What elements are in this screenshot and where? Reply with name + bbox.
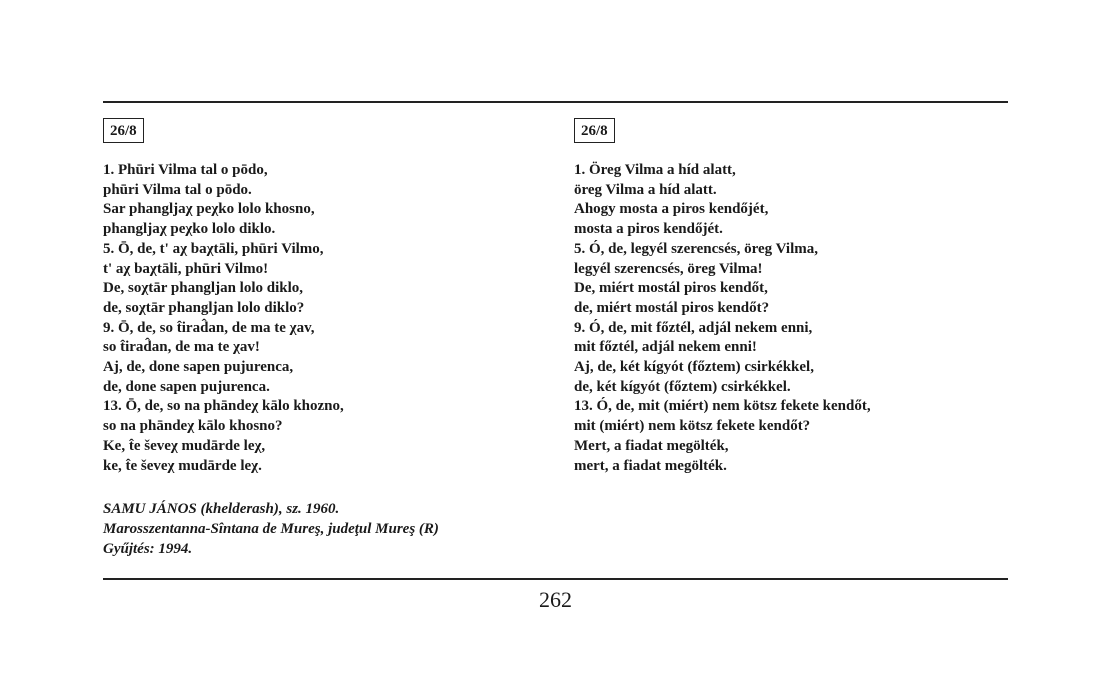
lyric-line: De, miért mostál piros kendőt, [574, 280, 768, 297]
lyric-line: phangljaχ peχko lolo diklo. [103, 221, 276, 238]
top-rule [103, 101, 1008, 103]
recording-location: Marosszentanna-Sîntana de Mureş, judeţul Mureş (R) [103, 521, 439, 538]
lyric-line: Aj, de, két kígyót (főztem) csirkékkel, [574, 359, 814, 376]
lyric-line: so t̂irad̂an, de ma te χav! [103, 339, 260, 356]
lyric-line: de, soχtār phangljan lolo diklo? [103, 299, 305, 316]
collection-year: Gyűjtés: 1994. [103, 541, 193, 558]
lyric-line: 5. Ó, de, legyél szerencsés, öreg Vilma, [574, 240, 818, 257]
lyric-line: 1. Phūri Vilma tal o pōdo, [103, 162, 268, 178]
lyric-line: Sar phangljaχ peχko lolo khosno, [103, 201, 315, 218]
lyric-line: Ahogy mosta a piros kendőjét, [574, 201, 769, 218]
lyric-line: mert, a fiadat megölték. [574, 457, 727, 474]
page-number: 262 [539, 587, 572, 612]
lyric-line: Mert, a fiadat megölték, [574, 437, 729, 454]
lyric-line: de, miért mostál piros kendőt? [574, 299, 770, 316]
lyric-line: so na phāndeχ kālo khosno? [103, 418, 283, 435]
lyric-line: Aj, de, done sapen pujurenca, [103, 359, 294, 376]
lyric-line: 9. Ō, de, so t̂irad̂an, de ma te χav, [103, 319, 315, 336]
performer-name: SAMU JÁNOS (khelderash), sz. 1960. [103, 501, 340, 518]
lyric-line: de, két kígyót (főztem) csirkékkel. [574, 378, 791, 395]
hungarian-lyrics [574, 161, 994, 476]
lyric-line: mit (miért) nem kötsz fekete kendőt? [574, 418, 811, 435]
lyric-line: De, soχtār phangljan lolo diklo, [103, 280, 304, 297]
lyric-line: 5. Ō, de, t' aχ baχtāli, phūri Vilmo, [103, 240, 324, 257]
lyric-line: de, done sapen pujurenca. [103, 378, 270, 395]
lyric-line: mosta a piros kendőjét. [574, 221, 723, 238]
romani-lyrics [103, 161, 523, 476]
performer-credits [103, 499, 523, 559]
lyric-line: 13. Ō, de, so na phāndeχ kālo khozno, [103, 398, 344, 415]
hungarian-column [574, 118, 994, 476]
lyric-line: Ke, t̂e ševeχ mudārde leχ, [103, 437, 266, 454]
romani-column [103, 118, 523, 559]
lyric-line: 9. Ó, de, mit főztél, adjál nekem enni, [574, 319, 813, 336]
lyric-line: mit főztél, adjál nekem enni! [574, 339, 757, 356]
lyric-line: 13. Ó, de, mit (miért) nem kötsz fekete kendőt, [574, 398, 871, 415]
lyric-line: öreg Vilma a híd alatt. [574, 181, 717, 198]
lyric-line: t' aχ baχtāli, phūri Vilmo! [103, 260, 269, 277]
song-number-box: 26/8 [574, 118, 615, 143]
lyric-line: legyél szerencsés, öreg Vilma! [574, 260, 763, 277]
lyric-line: ke, t̂e ševeχ mudārde leχ. [103, 457, 262, 474]
song-number-box: 26/8 [103, 118, 144, 143]
lyric-line: 1. Öreg Vilma a híd alatt, [574, 162, 736, 178]
lyric-line: phūri Vilma tal o pōdo. [103, 181, 252, 198]
bottom-rule [103, 578, 1008, 580]
